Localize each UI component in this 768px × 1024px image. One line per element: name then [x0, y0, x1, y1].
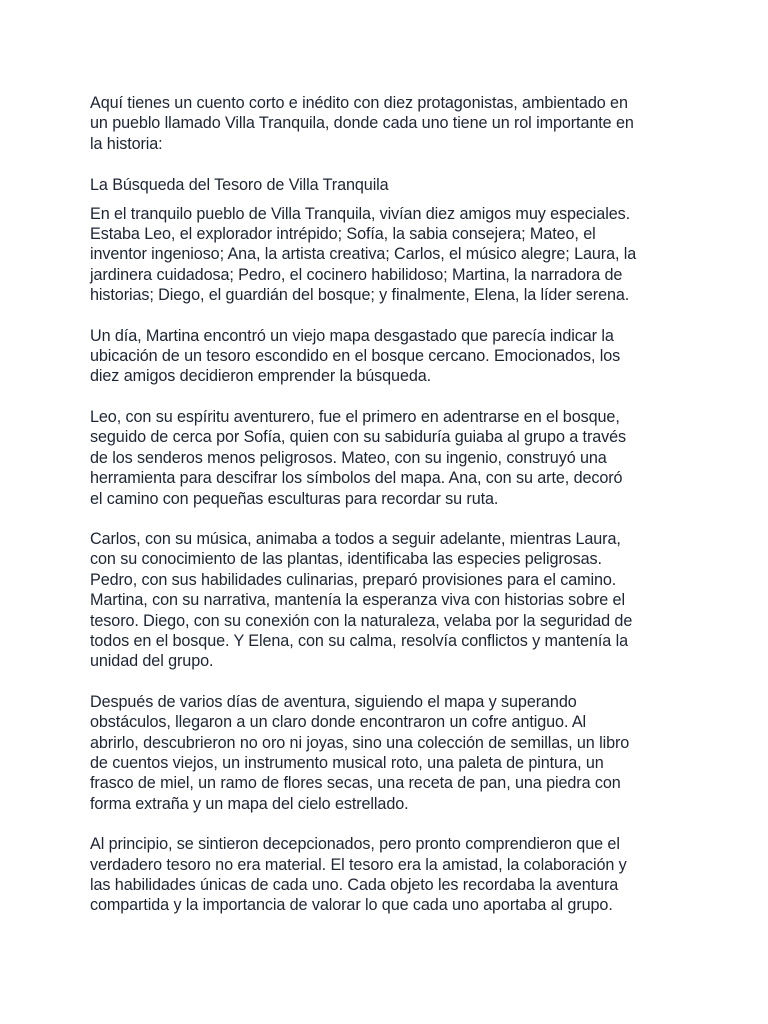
story-paragraph-1: En el tranquilo pueblo de Villa Tranquila, vivían diez amigos muy especiales. Estaba Leo, el explorador intrépido; Sofía, la sabia consejera; Mateo, el inventor ingenioso; Ana, la artista creativa; Carlos, el músico alegre; Laura, la jardinera cuidadosa; Pedro, el cocinero habilidoso; Martina, la narradora de historias; Diego, el guardián del bosque; y finalmente, Elena, la líder serena.: [90, 204, 637, 305]
intro-paragraph: Aquí tienes un cuento corto e inédito con diez protagonistas, ambientado en un pueblo llamado Villa Tranquila, donde cada uno tiene un rol importante en la historia:: [90, 94, 634, 153]
document-page: [90, 93, 678, 936]
story-title: La Búsqueda del Tesoro de Villa Tranquila: [90, 176, 389, 195]
story-paragraph-4: Carlos, con su música, animaba a todos a seguir adelante, mientras Laura, con su conocimiento de las plantas, identificaba las especies peligrosas. Pedro, con sus habilidades culinarias, preparó provisiones para el camino. Martina, con su narrativa, mantenía la esperanza viva con historias sobre el tesoro. Diego, con su conexión con la naturaleza, velaba por la seguridad de todos en el bosque. Y Elena, con su calma, resolvía conflictos y mantenía la unidad del grupo.: [90, 529, 633, 671]
story-paragraph-3: Leo, con su espíritu aventurero, fue el primero en adentrarse en el bosque, seguido de cerca por Sofía, quien con su sabiduría guiaba al grupo a través de los senderos menos peligrosos. Mateo, con su ingenio, construyó una herramienta para descifrar los símbolos del mapa. Ana, con su arte, decoró el camino con pequeñas esculturas para recordar su ruta.: [90, 407, 627, 508]
story-paragraph-2: Un día, Martina encontró un viejo mapa desgastado que parecía indicar la ubicación de un tesoro escondido en el bosque cercano. Emocionados, los diez amigos decidieron emprender la búsqueda.: [90, 326, 621, 386]
story-paragraph-6: Al principio, se sintieron decepcionados, pero pronto comprendieron que el verdadero tesoro no era material. El tesoro era la amistad, la colaboración y las habilidades únicas de cada uno. Cada objeto les recordaba la aventura compartida y la importancia de valorar lo que cada uno aportaba al grupo.: [90, 835, 627, 915]
story-paragraph-5: Después de varios días de aventura, siguiendo el mapa y superando obstáculos, llegaron a un claro donde encontraron un cofre antiguo. Al abrirlo, descubrieron no oro ni joyas, sino una colección de semillas, un libro de cuentos viejos, un instrumento musical roto, una paleta de pintura, un frasco de miel, un ramo de flores secas, una receta de pan, una piedra con forma extraña y un mapa del cielo estrellado.: [90, 692, 630, 813]
